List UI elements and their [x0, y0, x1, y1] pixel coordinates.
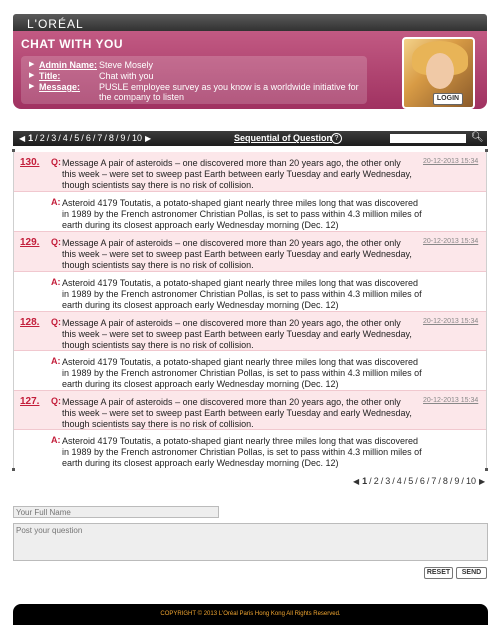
post-date[interactable]: 20-12-2013 15:34: [423, 397, 479, 404]
page-link[interactable]: 5: [408, 476, 414, 486]
list-corner: [485, 468, 488, 471]
list-corner: [12, 149, 15, 152]
page-link[interactable]: 2: [373, 476, 379, 486]
page-link[interactable]: 3: [51, 133, 57, 143]
copyright-text: COPYRIGHT © 2013 L'Oréal Paris Hong Kong All Rights Reserved.: [160, 611, 341, 617]
pagination-bar: [13, 131, 487, 146]
question-text: Message A pair of asteroids – one discovered more than 20 years ago, the other only this week – were set to sweep past Earth between early Tuesday and early Wednesday, though scientists say there is no risk of collision.: [62, 238, 412, 270]
chat-header: [13, 31, 487, 109]
post-number[interactable]: 127.: [20, 396, 40, 407]
page-link[interactable]: 4: [62, 133, 68, 143]
page-link[interactable]: 10: [131, 133, 142, 143]
qa-list: [13, 150, 487, 468]
page-link[interactable]: 9: [120, 133, 126, 143]
next-arrow-icon[interactable]: ▶: [478, 476, 486, 486]
post-number[interactable]: 129.: [20, 237, 40, 248]
question-row: [14, 312, 486, 351]
prev-arrow-icon[interactable]: ◀: [19, 133, 26, 143]
list-corner: [485, 149, 488, 152]
page-link[interactable]: 8: [442, 476, 448, 486]
page-link[interactable]: 5: [74, 133, 80, 143]
answer-text: Asteroid 4179 Toutatis, a potato-shaped giant nearly three miles long that was discovered in 1989 by the French astronomer Christian Pollas, is set to pass within 4.3 million miles of earth during its closest approach early Wednesday morning (Dec. 12): [62, 436, 422, 468]
page-link[interactable]: 6: [85, 133, 91, 143]
post-date[interactable]: 20-12-2013 15:34: [423, 158, 479, 165]
reset-button[interactable]: RESET: [424, 567, 453, 579]
title-row: [29, 71, 369, 81]
post-number[interactable]: 128.: [20, 317, 40, 328]
question-label: Q:: [51, 396, 61, 406]
prev-arrow-icon[interactable]: ◀: [353, 476, 360, 486]
answer-label: A:: [51, 197, 61, 207]
full-name-input[interactable]: [13, 506, 219, 518]
question-label: Q:: [51, 237, 61, 247]
list-corner: [12, 468, 15, 471]
answer-text: Asteroid 4179 Toutatis, a potato-shaped giant nearly three miles long that was discovered in 1989 by the French astronomer Christian Pollas, is set to pass within 4.3 million miles of earth during its closest approach early Wednesday morning (Dec. 12): [62, 278, 422, 310]
page-link[interactable]: 1: [28, 133, 34, 143]
question-row: [14, 152, 486, 192]
question-row: [14, 232, 486, 272]
bullet-arrow-icon: ▶: [29, 61, 35, 68]
admin-name-label[interactable]: Admin Name:: [39, 60, 98, 70]
admin-name-row: [29, 60, 369, 70]
brand-logo: L'ORÉAL: [27, 17, 84, 31]
question-text: Message A pair of asteroids – one discovered more than 20 years ago, the other only this week – were set to sweep past Earth between early Tuesday and early Wednesday, though scientists say there is no risk of collision.: [62, 397, 412, 429]
question-label: Q:: [51, 157, 61, 167]
bottom-pager: ◀ 1 / 2 / 3 / 4 / 5 / 6 / 7 / 8 / 9 / 10 ▶: [353, 476, 486, 486]
answer-label: A:: [51, 435, 61, 445]
answer-text: Asteroid 4179 Toutatis, a potato-shaped giant nearly three miles long that was discovered in 1989 by the French astronomer Christian Pollas, is set to pass within 4.3 million miles of earth during its closest approach early Wednesday morning (Dec. 12): [62, 198, 422, 230]
post-date[interactable]: 20-12-2013 15:34: [423, 238, 479, 245]
page-link[interactable]: 10: [465, 476, 476, 486]
post-number[interactable]: 130.: [20, 157, 40, 168]
admin-info-box: [21, 56, 367, 104]
answer-row: [14, 351, 486, 391]
send-button[interactable]: SEND: [456, 567, 487, 579]
login-button[interactable]: LOGIN: [433, 93, 463, 105]
page-link[interactable]: 3: [385, 476, 391, 486]
question-text: Message A pair of asteroids – one discovered more than 20 years ago, the other only this week – were set to sweep past Earth between early Tuesday and early Wednesday, though scientists say there is no risk of collision.: [62, 318, 412, 350]
page-link[interactable]: 8: [108, 133, 114, 143]
footer: [13, 604, 488, 625]
page-link[interactable]: 7: [97, 133, 103, 143]
answer-row: [14, 430, 486, 468]
page-link[interactable]: 9: [454, 476, 460, 486]
message-row: [29, 82, 369, 102]
sequential-question-link[interactable]: Sequential of Question: [234, 133, 333, 143]
answer-label: A:: [51, 356, 61, 366]
question-text: Message A pair of asteroids – one discovered more than 20 years ago, the other only this week – were set to sweep past Earth between early Tuesday and early Wednesday, though scientists say there is no risk of collision.: [62, 158, 412, 190]
message-value: PUSLE employee survey as you know is a worldwide initiative for the company to listen: [99, 82, 359, 102]
page-link[interactable]: 4: [396, 476, 402, 486]
answer-label: A:: [51, 277, 61, 287]
next-arrow-icon[interactable]: ▶: [144, 133, 152, 143]
admin-name-value: Steve Mosely: [99, 60, 154, 70]
page-link[interactable]: 6: [419, 476, 425, 486]
answer-text: Asteroid 4179 Toutatis, a potato-shaped giant nearly three miles long that was discovered in 1989 by the French astronomer Christian Pollas, is set to pass within 4.3 million miles of earth during its closest approach early Wednesday morning (Dec. 12): [62, 357, 422, 389]
answer-row: [14, 192, 486, 232]
search-icon[interactable]: 🔍︎: [471, 132, 484, 143]
page-link[interactable]: 7: [431, 476, 437, 486]
title-label[interactable]: Title:: [39, 71, 61, 81]
title-value: Chat with you: [99, 71, 154, 81]
page-link[interactable]: 2: [39, 133, 45, 143]
question-label: Q:: [51, 317, 61, 327]
bullet-arrow-icon: ▶: [29, 72, 35, 79]
page-title: CHAT WITH YOU: [21, 37, 124, 51]
help-icon[interactable]: ?: [331, 133, 342, 144]
answer-row: [14, 272, 486, 312]
search-input[interactable]: [390, 134, 466, 143]
question-input[interactable]: [13, 523, 488, 561]
post-date[interactable]: 20-12-2013 15:34: [423, 318, 479, 325]
bullet-arrow-icon: ▶: [29, 83, 35, 90]
question-row: [14, 391, 486, 430]
top-pager: ◀ 1 / 2 / 3 / 4 / 5 / 6 / 7 / 8 / 9 / 10 ▶: [19, 133, 152, 143]
message-label[interactable]: Message:: [39, 82, 81, 92]
page-link[interactable]: 1: [362, 476, 368, 486]
